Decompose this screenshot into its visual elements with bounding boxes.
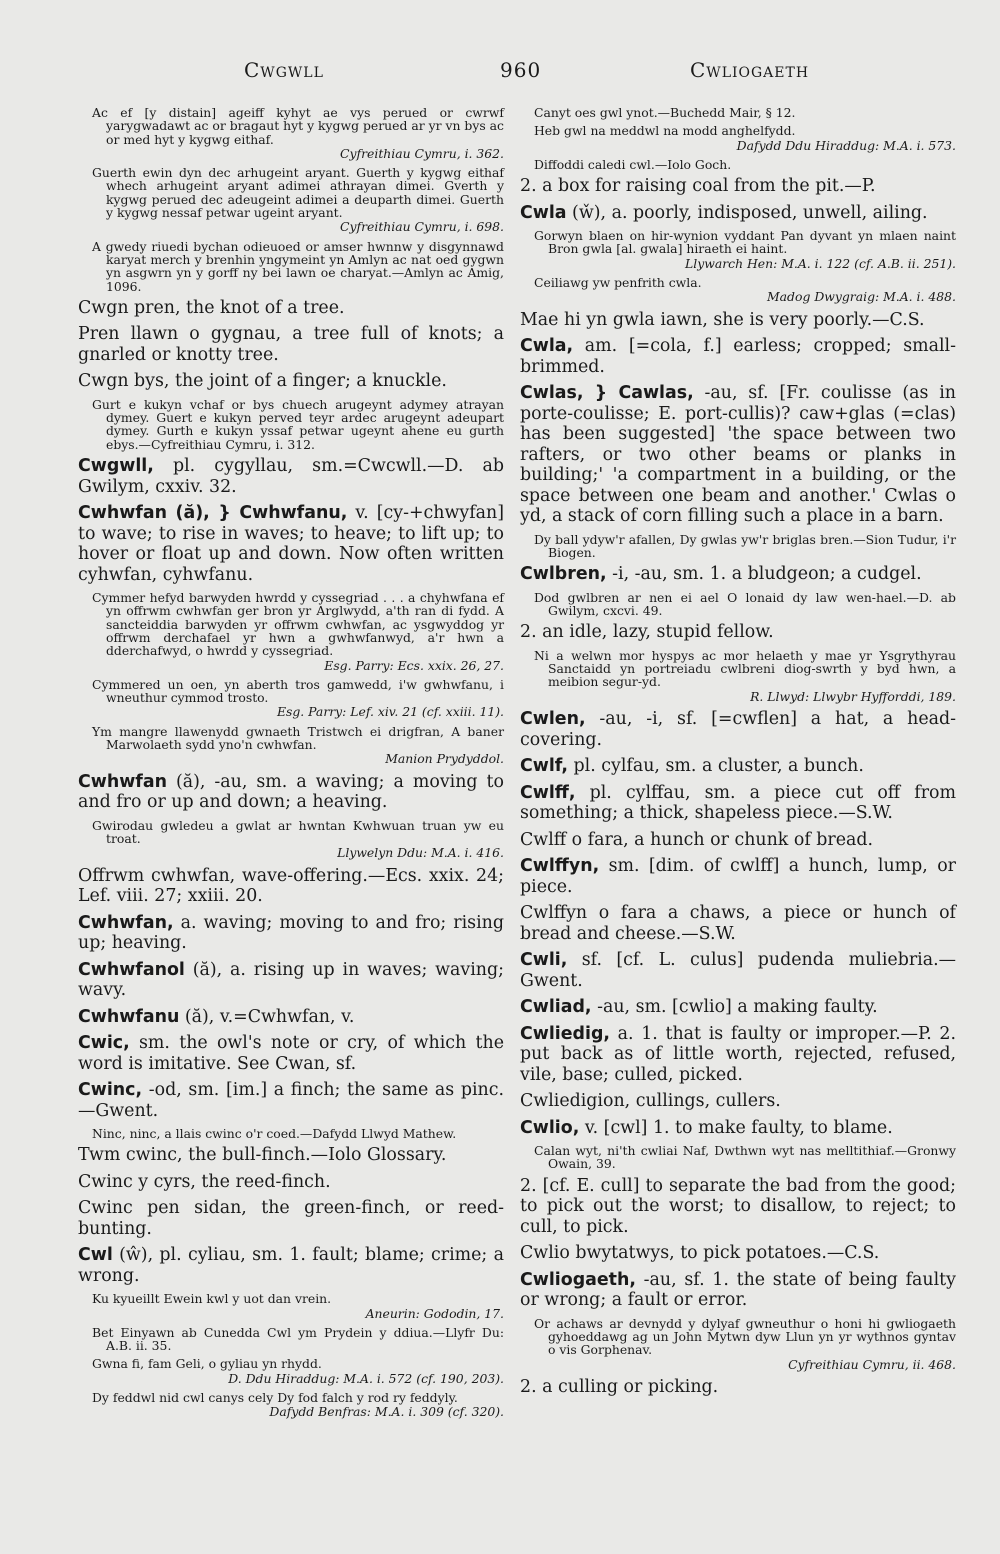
dictionary-entry — [520, 756, 956, 777]
citation-quote: Calan wyt, ni'th cwliai Naf, Dwthwn wyt nas melltithiaf.—Gronwy Owain, 39. — [534, 1143, 956, 1172]
dictionary-entry — [78, 503, 504, 585]
citation-source: Cyfreithiau Cymru, ii. 468. — [788, 1356, 956, 1372]
citation-quote: Heb gwl na meddwl na modd anghelfydd. — [534, 123, 796, 139]
citation-source: Llywarch Hen: M.A. i. 122 (cf. A.B. ii. 251). — [685, 255, 956, 271]
citation-quote: Ceiliawg yw penfrith cwla. — [534, 275, 702, 291]
left-column — [78, 106, 504, 1425]
definition: am. [=cola, f.] earless; cropped; small-brimmed. — [520, 336, 956, 377]
definition: -au, -i, sf. [=cwflen] a hat, a head-covering. — [520, 709, 956, 750]
dictionary-entry — [520, 950, 956, 991]
citation-quote: Or achaws ar devnydd y dylyaf gwneuthur o honi hi gwliogaeth gyhoeddawg ag un John Mytwn dyw Llun yn yr wythnos gyntav o vis Gorphenav. — [534, 1315, 956, 1358]
sub-entry: Cwinc y cyrs, the reed-finch. — [78, 1171, 331, 1192]
citation-source: D. Ddu Hiraddug: M.A. i. 572 (cf. 190, 203). — [228, 1370, 504, 1386]
citation-quote: Dod gwlbren ar nen ei ael O lonaid dy law wen-hael.—D. ab Gwilym, cxcvi. 49. — [534, 589, 956, 619]
headword: Cwla, — [520, 336, 574, 357]
citation-source: R. Llwyd: Llwybr Hyfforddi, 189. — [750, 688, 956, 704]
citation-quote: Ac ef [y distain] ageiff kyhyt ae vys perued or cwrwf yarygwadawt ac or bragaut hyt y kygwg perued ar yr vn bys ac or med hyt y kygwg eithaf. — [92, 105, 504, 147]
citation-quote: Ninc, ninc, a llais cwinc o'r coed.—Dafydd Llwyd Mathew. — [92, 1126, 457, 1141]
headword: Cwlbren, — [520, 564, 607, 585]
definition: (ŵ), pl. cyliau, sm. 1. fault; blame; crime; a wrong. — [78, 1245, 504, 1286]
citation-source: Llywelyn Ddu: M.A. i. 416. — [337, 845, 504, 861]
definition: -i, -au, sm. 1. a bludgeon; a cudgel. — [606, 564, 922, 585]
dictionary-entry — [78, 1007, 504, 1028]
dictionary-entry — [520, 1270, 956, 1311]
definition: (ă), v.=Cwhwfan, v. — [179, 1006, 355, 1027]
sub-entry: Twm cwinc, the bull-finch.—Iolo Glossary. — [78, 1145, 447, 1166]
headword: Cwliogaeth, — [520, 1269, 636, 1290]
headword: Cwhwfan (ă), } Cwhwfanu, — [78, 503, 348, 524]
definition: -au, sf. [Fr. coulisse (as in porte-coulisse; E. port-cullis)? caw+glas (=clas) has been suggested] 'the space between two rafters, or two other beams or planks in building;' 'a compartment in a building, or the space between one beam and another.' Cwlas o yd, a stack of corn filling such a place in a barn. — [520, 383, 956, 527]
dictionary-entry — [520, 856, 956, 897]
headword: Cwlffyn, — [520, 856, 600, 877]
dictionary-entry — [78, 456, 504, 497]
citation-source: Cyfreithiau Cymru, i. 362. — [340, 145, 504, 161]
definition: pl. cylfau, sm. a cluster, a bunch. — [568, 756, 864, 777]
definition: pl. cylffau, sm. a piece cut off from something; a thick, shapeless piece.—S.W. — [520, 782, 956, 824]
citation-quote: Canyt oes gwl ynot.—Buchedd Mair, § 12. — [534, 105, 796, 120]
definition: sm. the owl's note or cry, of which the word is imitative. See Cwan, sf. — [78, 1033, 504, 1074]
sub-entry: Cwlio bwytatwys, to pick potatoes.—C.S. — [520, 1243, 880, 1264]
dictionary-entry — [78, 1245, 504, 1286]
definition: v. [cwl] 1. to make faulty, to blame. — [579, 1117, 893, 1138]
page-number: 960 — [500, 58, 542, 82]
citation-quote: Gwirodau gwledeu a gwlat ar hwntan Kwhwuan truan yw eu troat. — [92, 817, 504, 846]
citation-quote: Cymmered un oen, yn aberth tros gamwedd, i'w gwhwfanu, i wneuthur cymmod trosto. — [92, 676, 504, 706]
right-column — [520, 106, 956, 1403]
dictionary-entry — [520, 783, 956, 824]
definition: sm. [dim. of cwlff] a hunch, lump, or piece. — [520, 856, 956, 897]
headword: Cwinc, — [78, 1080, 143, 1100]
definition: a. waving; moving to and fro; rising up; heaving. — [78, 912, 504, 953]
citation-source: Cyfreithiau Cymru, i. 698. — [340, 219, 504, 235]
headword: Cwli, — [520, 950, 568, 971]
definition: (w̌), a. poorly, indisposed, unwell, ailing. — [566, 202, 928, 223]
headword: Cwhwfan, — [78, 912, 174, 933]
citation-source: Aneurin: Gododin, 17. — [365, 1305, 504, 1321]
dictionary-entry — [520, 203, 956, 224]
dictionary-entry — [520, 336, 956, 377]
definition: -au, sm. [cwlio] a making faulty. — [591, 997, 878, 1018]
headword: Cwlff, — [520, 782, 576, 803]
citation-quote: Gwna fi, fam Geli, o gyliau yn rhydd. — [92, 1356, 322, 1372]
headword: Cwhwfan — [78, 771, 167, 792]
headword: Cwic, — [78, 1033, 130, 1053]
sub-entry: Pren llawn o gygnau, a tree full of knots; a gnarled or knotty tree. — [78, 324, 504, 365]
citation-quote: A gwedy riuedi bychan odieuoed or amser hwnnw y disgynnawd karyat merch y brenhin yngymeint yn Amlyn ac nat oed gygwn yn asgwrn yn y gorff ny bei lawn oe charyat.—Amlyn ac Amig, 1096. — [92, 238, 504, 294]
definition: v. [cy-+chwyfan] to wave; to rise in waves; to heave; to lift up; to hover or float up and down. Now often written cyhwfan, cyhwfanu. — [78, 503, 504, 585]
citation-source: Dafydd Ddu Hiraddug: M.A. i. 573. — [736, 137, 956, 153]
citation-source: Esg. Parry: Ecs. xxix. 26, 27. — [324, 657, 504, 673]
citation-quote: Gorwyn blaen on hir-wynion vyddant Pan dyvant yn mlaen naint Bron gwla [al. gwala] hiraeth ei haint. — [534, 228, 956, 257]
citation-quote: Cymmer hefyd barwyden hwrdd y cyssegriad . . . a chyhwfana ef yn offrwm cwhwfan ger bron yr Arglwydd, a'th ran di fydd. A sancteiddia barwyden yr offrwm cwhwfan, ac ysgwyddog yr offrwm derchafael yr hwn a gwhwfanwyd, a'r hwn a dderchafwyd, o hwrdd y cyssegriad. — [92, 590, 504, 659]
headword: Cwlen, — [520, 709, 586, 730]
citation-quote: Diffoddi caledi cwl.—Iolo Goch. — [534, 156, 732, 172]
citation-quote: Bet Einyawn ab Cunedda Cwl ym Prydein y ddiua.—Llyfr Du: A.B. ii. 35. — [92, 1324, 504, 1354]
dictionary-entry — [520, 564, 956, 585]
definition: (ă), a. rising up in waves; waving; wavy. — [78, 959, 504, 1000]
dictionary-entry — [520, 997, 956, 1018]
headword: Cwliedig, — [520, 1023, 611, 1044]
dictionary-entry — [78, 913, 504, 954]
citation-quote: Gurt e kukyn vchaf or bys chuech arugeynt adymey atrayan dymey. Guert e kukyn perved teyr ardec arugeynt adeupart dymey. Gurth e kukyn yssaf petwar ugeynt ahene eu gurth ebys.—Cyfreithiau Cymru, i. 312. — [92, 396, 504, 452]
sub-entry: 2. [cf. E. cull] to separate the bad from the good; to pick out the worst; to disallow, to reject; to cull, to pick. — [520, 1175, 956, 1237]
citation-quote: Ym mangre llawenydd gwnaeth Tristwch ei drigfran, A baner Marwolaeth sydd yno'n cwhwfan. — [92, 723, 504, 753]
dictionary-entry — [520, 383, 956, 527]
headword: Cwlio, — [520, 1117, 580, 1138]
definition: (ă), -au, sm. a waving; a moving to and fro or up and down; a heaving. — [78, 771, 504, 813]
definition: -au, sf. 1. the state of being faulty or wrong; a fault or error. — [520, 1269, 956, 1311]
definition: sf. [cf. L. culus] pudenda muliebria.—Gwent. — [520, 950, 956, 991]
citation-source: Madog Dwygraig: M.A. i. 488. — [766, 289, 956, 305]
sub-entry: Cwlffyn o fara a chaws, a piece or hunch of bread and cheese.—S.W. — [520, 903, 956, 944]
citation-source: Esg. Parry: Lef. xiv. 21 (cf. xxiii. 11). — [276, 704, 504, 720]
citation-quote: Ni a welwn mor hyspys ac mor helaeth y mae yr Ysgrythyrau Sanctaidd yn portreiadu cwlbreni diog-swrth y byd hwn, a meibion segur-yd. — [534, 647, 956, 690]
running-head-right: Cwliogaeth — [690, 58, 810, 82]
headword: Cwgwll, — [78, 456, 154, 477]
definition: pl. cygyllau, sm.=Cwcwll.—D. ab Gwilym, cxxiv. 32. — [78, 456, 504, 497]
citation-source: Dafydd Benfras: M.A. i. 309 (cf. 320). — [269, 1404, 504, 1420]
definition: -od, sm. [im.] a finch; the same as pinc.—Gwent. — [78, 1080, 504, 1121]
sub-entry: Cwgn pren, the knot of a tree. — [78, 297, 345, 318]
sub-entry: 2. a culling or picking. — [520, 1376, 719, 1397]
sub-entry: 2. a box for raising coal from the pit.—P. — [520, 176, 876, 197]
sub-entry: Cwinc pen sidan, the green-finch, or reed-bunting. — [78, 1198, 504, 1239]
headword: Cwlf, — [520, 756, 569, 777]
sub-entry: Cwlff o fara, a hunch or chunk of bread. — [520, 829, 874, 850]
sub-entry: Cwgn bys, the joint of a finger; a knuckle. — [78, 371, 447, 392]
headword: Cwhwfanol — [78, 959, 185, 980]
dictionary-entry — [78, 1080, 504, 1121]
sub-entry: 2. an idle, lazy, stupid fellow. — [520, 622, 774, 643]
citation-quote: Guerth ewin dyn dec arhugeint aryant. Guerth y kygwg eithaf whech arhugeint aryant adimei athrayan dimei. Gverth y kygwg perued dec adeugeint adimei a deuparth dimei. Guerth y kygwg nessaf petwar ugeint aryant. — [92, 165, 504, 221]
citation-quote: Dy ball ydyw'r afallen, Dy gwlas yw'r briglas bren.—Sion Tudur, i'r Biogen. — [534, 531, 956, 560]
dictionary-entry — [520, 1024, 956, 1086]
headword: Cwliad, — [520, 997, 592, 1018]
running-head-left: Cwgwll — [244, 58, 324, 82]
dictionary-entry — [78, 1033, 504, 1074]
sub-entry: Cwliedigion, cullings, cullers. — [520, 1091, 781, 1112]
headword: Cwla — [520, 202, 567, 223]
headword: Cwlas, } Cawlas, — [520, 383, 694, 404]
dictionary-entry — [78, 772, 504, 813]
headword: Cwhwfanu — [78, 1006, 180, 1027]
definition: a. 1. that is faulty or improper.—P. 2. put back as of little worth, rejected, refused, vile, base; culled, picked. — [520, 1023, 956, 1085]
citation-source: Manion Prydyddol. — [385, 751, 504, 767]
citation-quote: Ku kyueillt Ewein kwl y uot dan vrein. — [92, 1291, 332, 1307]
sub-entry: Mae hi yn gwla iawn, she is very poorly.—C.S. — [520, 309, 925, 330]
dictionary-entry — [78, 960, 504, 1001]
citation-quote: Dy feddwl nid cwl canys cely Dy fod falch y rod ry feddyly. — [92, 1390, 458, 1406]
sub-entry: Offrwm cwhwfan, wave-offering.—Ecs. xxix. 24; Lef. viii. 27; xxiii. 20. — [78, 865, 504, 906]
headword: Cwl — [78, 1245, 113, 1266]
dictionary-entry — [520, 709, 956, 750]
dictionary-entry — [520, 1118, 956, 1139]
